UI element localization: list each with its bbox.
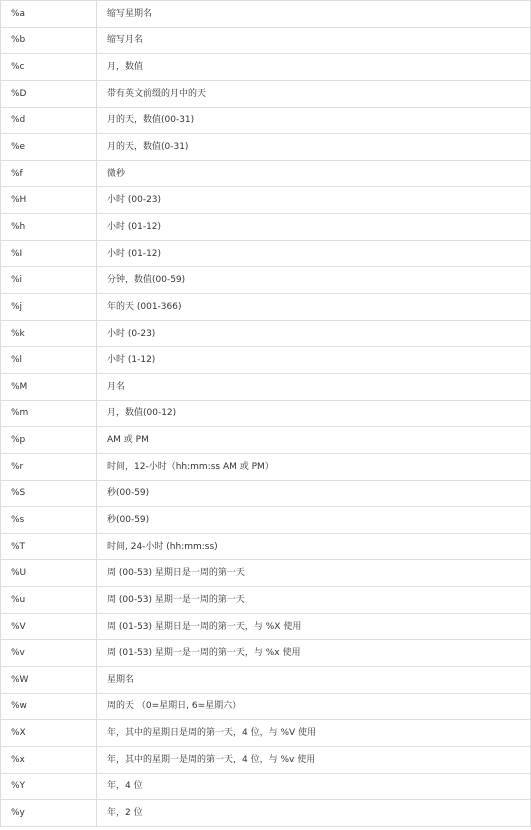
table-row <box>1 640 531 667</box>
format-code-cell: %S <box>1 480 97 507</box>
table-row <box>1 240 531 267</box>
table-row <box>1 27 531 54</box>
table-row <box>1 107 531 134</box>
format-code-cell: %b <box>1 27 97 54</box>
format-description-cell: 小时 (01-12) <box>97 240 531 267</box>
format-description-cell: 微秒 <box>97 160 531 187</box>
table-row <box>1 400 531 427</box>
format-code-cell: %Y <box>1 773 97 800</box>
format-description-cell: 分钟，数值(00-59) <box>97 267 531 294</box>
format-code-cell: %v <box>1 640 97 667</box>
format-description-cell: 秒(00-59) <box>97 480 531 507</box>
format-description-cell: 月，数值(00-12) <box>97 400 531 427</box>
format-description-cell: AM 或 PM <box>97 427 531 454</box>
table-row <box>1 453 531 480</box>
format-description-cell: 年的天 (001-366) <box>97 294 531 321</box>
format-code-cell: %H <box>1 187 97 214</box>
table-row <box>1 746 531 773</box>
format-code-cell: %j <box>1 294 97 321</box>
format-description-cell: 年，其中的星期一是周的第一天，4 位，与 %v 使用 <box>97 746 531 773</box>
table-row <box>1 560 531 587</box>
format-description-cell: 周 (00-53) 星期日是一周的第一天 <box>97 560 531 587</box>
format-code-cell: %k <box>1 320 97 347</box>
table-row <box>1 613 531 640</box>
format-description-cell: 年，其中的星期日是周的第一天，4 位，与 %V 使用 <box>97 720 531 747</box>
table-row <box>1 134 531 161</box>
format-description-cell: 小时 (01-12) <box>97 214 531 241</box>
table-row <box>1 267 531 294</box>
format-code-cell: %c <box>1 54 97 81</box>
table-row <box>1 693 531 720</box>
table-body <box>1 1 531 827</box>
format-code-cell: %l <box>1 347 97 374</box>
table-row <box>1 800 531 827</box>
format-code-cell: %M <box>1 373 97 400</box>
format-description-cell: 月的天，数值(0-31) <box>97 134 531 161</box>
format-code-cell: %m <box>1 400 97 427</box>
format-description-cell: 周 (01-53) 星期日是一周的第一天，与 %X 使用 <box>97 613 531 640</box>
format-code-cell: %p <box>1 427 97 454</box>
format-description-cell: 时间，12-小时（hh:mm:ss AM 或 PM） <box>97 453 531 480</box>
format-description-cell: 小时 (00-23) <box>97 187 531 214</box>
format-code-cell: %s <box>1 507 97 534</box>
format-code-cell: %f <box>1 160 97 187</box>
format-description-cell: 星期名 <box>97 667 531 694</box>
table-row <box>1 214 531 241</box>
format-code-cell: %w <box>1 693 97 720</box>
format-description-cell: 缩写星期名 <box>97 1 531 28</box>
format-description-cell: 秒(00-59) <box>97 507 531 534</box>
format-code-cell: %d <box>1 107 97 134</box>
table-row <box>1 720 531 747</box>
format-description-cell: 周的天 （0=星期日, 6=星期六） <box>97 693 531 720</box>
format-code-cell: %D <box>1 80 97 107</box>
format-description-cell: 年，4 位 <box>97 773 531 800</box>
format-description-cell: 小时 (0-23) <box>97 320 531 347</box>
format-code-cell: %u <box>1 587 97 614</box>
table-row <box>1 480 531 507</box>
format-description-cell: 月，数值 <box>97 54 531 81</box>
format-code-cell: %y <box>1 800 97 827</box>
format-description-cell: 月名 <box>97 373 531 400</box>
format-description-cell: 年，2 位 <box>97 800 531 827</box>
format-description-cell: 周 (00-53) 星期一是一周的第一天 <box>97 587 531 614</box>
format-code-cell: %I <box>1 240 97 267</box>
format-description-cell: 时间, 24-小时 (hh:mm:ss) <box>97 533 531 560</box>
format-code-cell: %X <box>1 720 97 747</box>
table-row <box>1 773 531 800</box>
table-row <box>1 587 531 614</box>
format-code-cell: %e <box>1 134 97 161</box>
format-code-cell: %U <box>1 560 97 587</box>
table-row <box>1 533 531 560</box>
format-code-cell: %x <box>1 746 97 773</box>
table-row <box>1 54 531 81</box>
table-row <box>1 294 531 321</box>
format-code-cell: %h <box>1 214 97 241</box>
format-code-cell: %a <box>1 1 97 28</box>
format-description-cell: 小时 (1-12) <box>97 347 531 374</box>
table-row <box>1 320 531 347</box>
format-description-cell: 缩写月名 <box>97 27 531 54</box>
table-row <box>1 347 531 374</box>
table-row <box>1 160 531 187</box>
format-code-cell: %i <box>1 267 97 294</box>
format-description-cell: 带有英文前缀的月中的天 <box>97 80 531 107</box>
table-row <box>1 80 531 107</box>
table-row <box>1 1 531 28</box>
format-code-cell: %T <box>1 533 97 560</box>
table-row <box>1 187 531 214</box>
format-code-cell: %W <box>1 667 97 694</box>
table-row <box>1 373 531 400</box>
format-description-cell: 月的天，数值(00-31) <box>97 107 531 134</box>
table-row <box>1 427 531 454</box>
format-code-cell: %V <box>1 613 97 640</box>
table-row <box>1 667 531 694</box>
format-code-cell: %r <box>1 453 97 480</box>
table-row <box>1 507 531 534</box>
format-description-cell: 周 (01-53) 星期一是一周的第一天，与 %x 使用 <box>97 640 531 667</box>
